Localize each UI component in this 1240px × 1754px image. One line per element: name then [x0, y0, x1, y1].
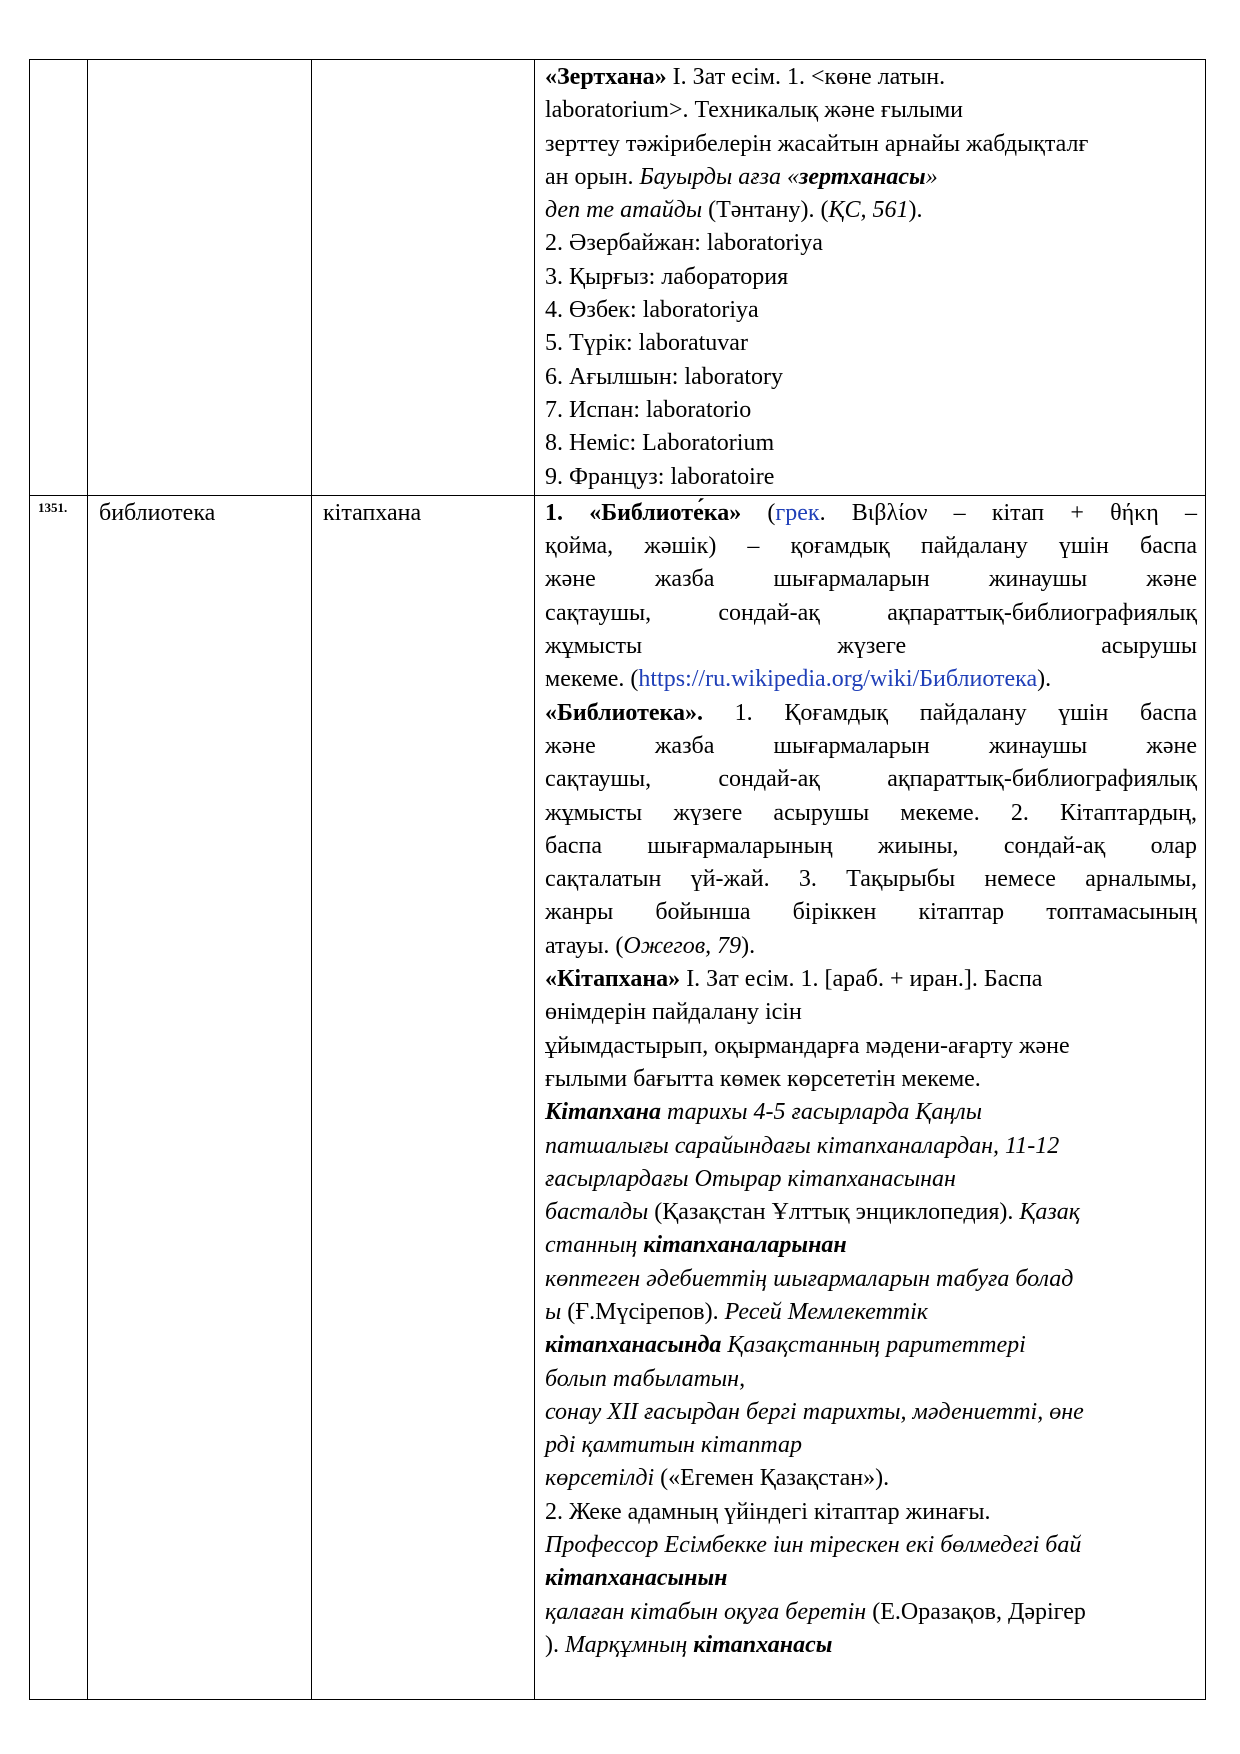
text-segment: ).	[741, 932, 756, 959]
text-segment: . Βιβλίον – кітап + θήκη –	[819, 499, 1198, 526]
text-segment: 7. Испан: laboratorio	[545, 396, 752, 423]
text-segment: І. Зат есім. 1. <көне латын.	[666, 64, 946, 90]
text-segment: ).	[545, 1631, 565, 1658]
text-segment: көрсетілді	[545, 1465, 655, 1492]
definition-line	[545, 863, 1197, 896]
definition-line	[545, 697, 1197, 730]
text-segment: «Кітапхана»	[545, 966, 681, 993]
text-segment: жанры бойынша біріккен кітаптар топтамасының	[545, 899, 1197, 926]
row-number-cell	[30, 60, 88, 496]
text-segment: laboratorium>. Техникалық және ғылыми	[545, 97, 964, 124]
text-segment: Марқұмның	[565, 1631, 694, 1658]
text-segment: жұмысты жүзеге асырушы	[545, 633, 1197, 660]
text-segment: 2. Әзербайжан: laboratoriya	[545, 230, 823, 257]
text-segment: кітапханасы	[693, 1631, 833, 1658]
text-segment: 9. Француз: laboratoire	[545, 463, 775, 490]
definition-line	[545, 1096, 1197, 1129]
definition-line	[545, 394, 1197, 427]
definition-line	[545, 1496, 1197, 1529]
definition-line	[545, 563, 1197, 596]
kazakh-term-cell	[312, 60, 535, 496]
definition-line	[545, 327, 1197, 360]
text-segment: зертханасы	[799, 163, 926, 190]
definition-line	[545, 1462, 1197, 1495]
definition-cell	[535, 60, 1206, 496]
definition-line	[545, 361, 1197, 394]
text-segment: қалаған кітабын оқуға беретін	[545, 1598, 867, 1625]
definition-line	[545, 1396, 1197, 1429]
definition-line	[545, 294, 1197, 327]
definition-line	[545, 1429, 1197, 1462]
text-segment: Қазақ	[1019, 1199, 1080, 1226]
definition-line	[545, 597, 1197, 630]
text-segment: »	[925, 163, 938, 190]
table-row	[30, 60, 1206, 496]
definition-line	[545, 1263, 1197, 1296]
text-segment: 4. Өзбек: laboratoriya	[545, 297, 759, 324]
text-segment: 2. Жеке адамның үйіндегі кітаптар жинағы.	[545, 1498, 991, 1525]
text-segment: өнімдерін пайдалану ісін	[545, 999, 802, 1026]
text-segment: тарихы 4-5 ғасырларда Қаңлы	[660, 1099, 982, 1126]
text-segment: ).	[1037, 666, 1052, 693]
text-segment: көптеген әдебиеттің шығармаларын табуға болад	[545, 1265, 1074, 1292]
text-segment: ұйымдастырып, оқырмандарға мәдени-ағарту және	[545, 1032, 1070, 1059]
text-segment: басталды	[545, 1199, 649, 1226]
dictionary-table	[29, 59, 1206, 1700]
definition-line	[545, 1063, 1197, 1096]
definition-line	[545, 630, 1197, 663]
text-segment: және жазба шығармаларын жинаушы және	[545, 732, 1197, 759]
text-segment: 3. Қырғыз: лаборатория	[545, 263, 789, 290]
definition-line	[545, 1363, 1197, 1396]
definition-line	[545, 797, 1197, 830]
text-segment: Қазақстанның раритеттері	[721, 1332, 1026, 1359]
row-number: 1351.	[30, 495, 88, 1699]
text-segment: (Е.Оразақов, Дәрігер	[866, 1598, 1086, 1625]
definition-line	[545, 1562, 1197, 1595]
text-segment: ).	[908, 197, 923, 224]
russian-term: библиотека	[88, 495, 312, 1699]
text-segment: («Егемен Қазақстан»).	[654, 1465, 890, 1492]
definition-line	[545, 663, 1197, 696]
text-segment: (	[741, 499, 776, 526]
definition-line	[545, 128, 1197, 161]
text-segment: кітапханаларынан	[643, 1232, 847, 1259]
definition-line	[545, 1196, 1197, 1229]
text-segment: Профессор Есімбекке іин тірескен екі бөлмедегі бай	[545, 1532, 1082, 1559]
text-segment: кітапханасынын	[545, 1565, 728, 1592]
text-segment: болып табылатын,	[545, 1365, 746, 1392]
definition-line	[545, 530, 1197, 563]
definition-line	[545, 1296, 1197, 1329]
definition-line	[545, 1629, 1197, 1662]
text-segment: Ресей Мемлекеттік	[724, 1298, 929, 1325]
definition-line	[545, 730, 1197, 763]
russian-term-cell	[88, 60, 312, 496]
text-segment: «Зертхана»	[545, 64, 667, 90]
definition-line	[545, 194, 1197, 227]
definition-line	[545, 896, 1197, 929]
definition-line	[545, 830, 1197, 863]
text-segment: қойма, жәшік) – қоғамдық пайдалану үшін баспа	[545, 533, 1197, 560]
text-segment: 8. Неміс: Laboratorium	[545, 430, 775, 457]
definition-line	[545, 1596, 1197, 1629]
text-segment: ғылыми бағытта көмек көрсететін мекеме.	[545, 1065, 981, 1092]
definition-line	[545, 996, 1197, 1029]
definition-line	[545, 261, 1197, 294]
text-segment: 1. «Библиоте́ка»	[545, 499, 742, 526]
text-segment: (Ғ.Мүсірепов).	[561, 1298, 725, 1325]
definition-line	[545, 161, 1197, 194]
definition-kitapkhana	[545, 497, 1197, 1662]
definition-line	[545, 763, 1197, 796]
definition-line	[545, 94, 1197, 127]
text-segment: зерттеу тәжірибелерін жасайтын арнайы жабдықталғ	[545, 130, 1089, 157]
text-segment: ы	[545, 1298, 562, 1325]
definition-line	[545, 1030, 1197, 1063]
table-row	[30, 495, 1206, 1699]
definition-line	[545, 461, 1197, 494]
text-segment: ғасырлардағы Отырар кітапханасынан	[545, 1165, 956, 1192]
text-segment: кітапханасында	[545, 1332, 722, 1359]
definition-zertkhana	[545, 61, 1197, 494]
text-segment: атауы. (	[545, 932, 624, 959]
text-segment: (Тәнтану). (	[702, 197, 829, 224]
text-segment: І. Зат есім. 1. [араб. + иран.]. Баспа	[680, 966, 1043, 993]
definition-cell	[535, 495, 1206, 1699]
text-segment: Кітапхана	[545, 1099, 661, 1126]
text-segment: жұмысты жүзеге асырушы мекеме. 2. Кітаптардың,	[545, 799, 1197, 826]
text-segment: (Қазақстан Ұлттық энциклопедия).	[648, 1199, 1020, 1226]
text-segment: сақталатын үй-жай. 3. Тақырыбы немесе арналымы,	[545, 866, 1197, 893]
definition-line	[545, 1329, 1197, 1362]
text-segment: рді қамтитын кітаптар	[545, 1432, 803, 1459]
text-segment: Ожегов, 79	[623, 932, 742, 959]
text-segment: 6. Ағылшын: laboratory	[545, 363, 784, 390]
definition-line	[545, 1229, 1197, 1262]
definition-line	[545, 1163, 1197, 1196]
text-segment: және жазба шығармаларын жинаушы және	[545, 566, 1197, 593]
text-segment: ан орын.	[545, 163, 640, 190]
text-segment: 1. Қоғамдық пайдалану үшін баспа	[702, 699, 1197, 726]
definition-line	[545, 227, 1197, 260]
text-segment: сонау XII ғасырдан бергі тарихты, мәдениетті, өне	[545, 1398, 1084, 1425]
text-segment: патшалығы сарайындағы кітапханалардан, 11-12	[545, 1132, 1060, 1159]
definition-line	[545, 963, 1197, 996]
kazakh-term: кітапхана	[312, 495, 535, 1699]
definition-line	[545, 497, 1197, 530]
definition-line	[545, 930, 1197, 963]
text-segment: сақтаушы, сондай-ақ ақпараттық-библиографиялық	[545, 599, 1197, 626]
definition-line	[545, 1529, 1197, 1562]
text-segment: «Библиотека».	[545, 699, 703, 726]
definition-line	[545, 427, 1197, 460]
text-segment: 5. Түрік: laboratuvar	[545, 330, 748, 357]
text-segment[interactable]: https://ru.wikipedia.org/wiki/Библиотека	[638, 666, 1038, 693]
text-segment: мекеме. (	[545, 666, 639, 693]
text-segment: Бауырды ағза «	[639, 163, 800, 190]
definition-line	[545, 61, 1197, 94]
text-segment: сақтаушы, сондай-ақ ақпараттық-библиографиялық	[545, 766, 1197, 793]
text-segment: станның	[545, 1232, 644, 1259]
text-segment[interactable]: грек	[775, 499, 820, 526]
definition-line	[545, 1130, 1197, 1163]
text-segment: баспа шығармаларының жиыны, сондай-ақ олар	[545, 832, 1197, 859]
text-segment: деп те атайды	[545, 197, 703, 224]
text-segment: ҚС, 561	[828, 197, 909, 224]
